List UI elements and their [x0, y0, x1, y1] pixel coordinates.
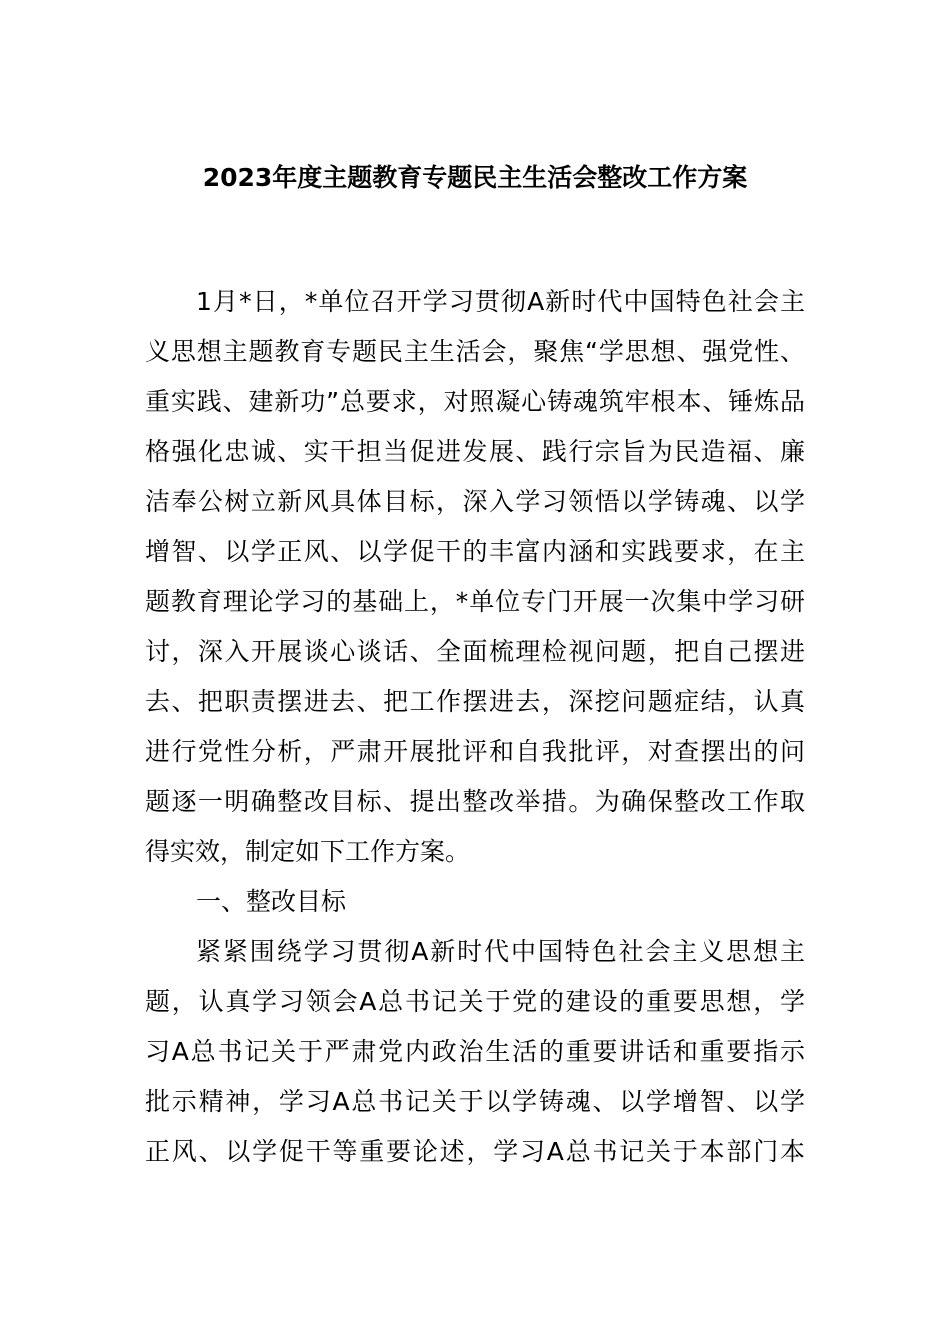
paragraph-line: 重实践、建新功”总要求，对照凝心铸魂筑牢根本、锤炼品: [145, 387, 805, 416]
paragraph-line: 义思想主题教育专题民主生活会，聚焦“学思想、强党性、: [145, 337, 805, 366]
paragraph-line: 去、把职责摆进去、把工作摆进去，深挖问题症结，认真: [145, 687, 805, 716]
paragraph-line: 格强化忠诚、实干担当促进发展、践行宗旨为民造福、廉: [145, 437, 805, 466]
paragraph-line: 紧紧围绕学习贯彻A新时代中国特色社会主义思想主: [196, 937, 805, 966]
paragraph-line: 题教育理论学习的基础上，*单位专门开展一次集中学习研: [145, 587, 805, 616]
paragraph-line: 批示精神，学习A总书记关于以学铸魂、以学增智、以学: [145, 1087, 805, 1116]
document-title: 2023年度主题教育专题民主生活会整改工作方案: [202, 163, 748, 192]
paragraph-line: 正风、以学促干等重要论述，学习A总书记关于本部门本: [145, 1137, 805, 1166]
paragraph-line: 讨，深入开展谈心谈话、全面梳理检视问题，把自己摆进: [145, 637, 805, 666]
paragraph-line: 题逐一明确整改目标、提出整改举措。为确保整改工作取: [145, 787, 805, 816]
paragraph-line: 1月*日，*单位召开学习贯彻A新时代中国特色社会主: [196, 287, 805, 316]
paragraph-line: 洁奉公树立新风具体目标，深入学习领悟以学铸魂、以学: [145, 487, 805, 516]
paragraph-line: 题，认真学习领会A总书记关于党的建设的重要思想，学: [145, 987, 805, 1016]
paragraph-line: 增智、以学正风、以学促干的丰富内涵和实践要求，在主: [145, 537, 805, 566]
paragraph-line: 得实效，制定如下工作方案。: [145, 837, 471, 866]
paragraph-line: 进行党性分析，严肃开展批评和自我批评，对查摆出的问: [145, 737, 805, 766]
section-heading: 一、整改目标: [196, 887, 347, 916]
paragraph-line: 习A总书记关于严肃党内政治生活的重要讲话和重要指示: [145, 1037, 805, 1066]
